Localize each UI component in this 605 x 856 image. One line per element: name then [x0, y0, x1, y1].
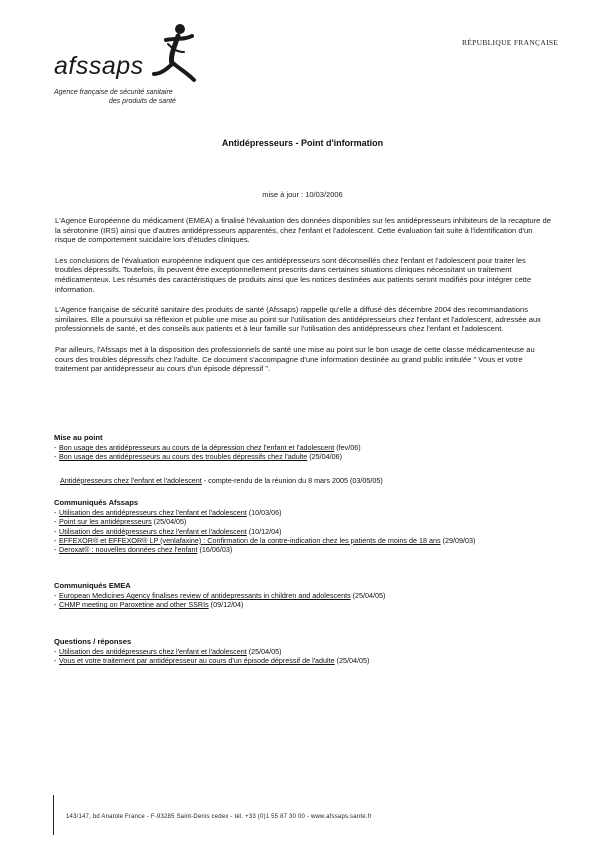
- link-list: [54, 508, 574, 554]
- link-list: [54, 443, 574, 461]
- link-date: (25/04/05): [350, 591, 386, 601]
- list-item: - European Medicines Agency finalises review of antidepressants in children and adolescents (25/04/05): [54, 591, 386, 601]
- section-heading: Communiqués EMEA: [54, 581, 131, 590]
- section-communiques-emea: [54, 581, 574, 610]
- paragraph: Les conclusions de l'évaluation européenne indiquent que ces antidépresseurs sont déconseillés chez l'enfant et l'adolescent pour traiter les troubles dépressifs. Toutefois, ils peuvent être exceptionnellement prescrits dans certaines situations cliniques nécessitant un traitement médicamenteux. Les résumés des caractéristiques de produits ainsi que les notices destinées aux patients seront modifiés pour intégrer cette information.: [55, 255, 532, 294]
- link-date: (16/06/03): [197, 545, 233, 555]
- republique-francaise-label: RÉPUBLIQUE FRANÇAISE: [462, 38, 559, 47]
- document-link[interactable]: CHMP meeting on Paroxetine and other SSRIs: [59, 600, 209, 610]
- list-item: [54, 476, 574, 485]
- document-link[interactable]: Utilisation des antidépresseurs chez l'enfant et l'adolescent: [59, 508, 247, 518]
- link-date: (10/12/04): [246, 526, 282, 536]
- afssaps-logo: [52, 22, 212, 112]
- document-link[interactable]: Vous et votre traitement par antidépresseur au cours d'un épisode dépressif de l'adulte: [59, 656, 335, 666]
- list-item: - Utilisation des antidépresseurs chez l'enfant et l'adolescent (25/04/05): [54, 647, 282, 657]
- link-date: (fev/06): [334, 443, 361, 453]
- section-questions-reponses: [54, 637, 574, 666]
- link-date: (25/04/05): [246, 647, 282, 657]
- document-link[interactable]: European Medicines Agency finalises review of antidepressants in children and adolescents: [59, 591, 351, 601]
- list-item: - Utilisation des antidépresseurs chez l'enfant et l'adolescent (10/12/04): [54, 526, 282, 536]
- document-link[interactable]: Utilisation des antidépresseurs chez l'enfant et l'adolescent: [59, 647, 247, 657]
- section-mise-au-point: [54, 433, 574, 485]
- section-communiques-afssaps: [54, 498, 574, 554]
- list-item: - Bon usage des antidépresseurs au cours des troubles dépressifs chez l'adulte (25/04/06): [54, 452, 343, 462]
- logo-subtitle-line2: des produits de santé: [109, 98, 176, 105]
- section-heading: Mise au point: [54, 433, 103, 442]
- section-heading: Communiqués Afssaps: [54, 498, 139, 507]
- logo-subtitle: [54, 88, 176, 106]
- link-date: (25/04/05): [151, 517, 187, 527]
- document-link[interactable]: Bon usage des antidépresseurs au cours de la dépression chez l'enfant et l'adolescent: [59, 443, 335, 453]
- document-link[interactable]: EFFEXOR® et EFFEXOR® LP (venlafaxine) : Confirmation de la contre-indication chez les patients de moins de 18 ans: [59, 535, 441, 545]
- list-item: - Utilisation des antidépresseurs chez l'enfant et l'adolescent (10/03/06): [54, 508, 282, 518]
- section-heading: Questions / réponses: [54, 637, 132, 646]
- list-item: - Vous et votre traitement par antidépresseur au cours d'un épisode dépressif de l'adulte (25/04/05): [54, 656, 370, 666]
- link-date: (25/04/06): [307, 452, 343, 462]
- document-link[interactable]: Point sur les antidépresseurs: [59, 517, 152, 527]
- list-item: - Point sur les antidépresseurs (25/04/05): [54, 517, 187, 527]
- logo-wordmark: afssaps: [54, 52, 144, 80]
- document-link[interactable]: Bon usage des antidépresseurs au cours des troubles dépressifs chez l'adulte: [59, 452, 308, 462]
- footer-divider: [53, 795, 54, 835]
- running-figure-icon: [148, 22, 198, 84]
- link-list: [54, 647, 574, 665]
- link-date: (29/09/03): [440, 535, 476, 545]
- document-link[interactable]: Utilisation des antidépresseurs chez l'enfant et l'adolescent: [59, 526, 247, 536]
- link-date: - compte-rendu de la réunion du 8 mars 2005 (03/05/05): [201, 475, 383, 485]
- intro-body: [55, 216, 553, 385]
- paragraph: Par ailleurs, l'Afssaps met à la disposition des professionnels de santé une mise au point sur le bon usage de cette classe médicamenteuse au cours des troubles dépressifs chez l'adulte. Ce document s'accompagne d'une information destinée au grand public intitulée " Vous et votre traitement par antidépresseur au cours d'un épisode dépressif ".: [55, 344, 535, 374]
- update-date: mise à jour : 10/03/2006: [262, 190, 343, 199]
- document-link[interactable]: Deroxat® : nouvelles données chez l'enfant: [59, 545, 198, 555]
- footer-address: 143/147, bd Anatole France - F-93285 Saint-Denis cedex - tél. +33 (0)1 55 87 30 00 - www.afssaps.sante.fr: [66, 814, 372, 820]
- list-item: - Deroxat® : nouvelles données chez l'enfant (16/06/03): [54, 545, 233, 555]
- paragraph: L'Agence française de sécurité sanitaire des produits de santé (Afssaps) rappelle qu'elle a diffusé dès décembre 2004 des recommandations similaires. Elle a poursuivi sa réflexion et publie une mise au point sur l'utilisation des antidépresseurs chez l'enfant et l'adolescent, adressée aux professionnels de santé, et des conseils aux patients et à leur famille sur l'utilisation des antidépresseurs chez l'enfant et l'adolescent.: [55, 305, 541, 334]
- logo-subtitle-line1: Agence française de sécurité sanitaire: [54, 89, 173, 96]
- list-item: - CHMP meeting on Paroxetine and other SSRIs (09/12/04): [54, 600, 244, 610]
- link-date: (10/03/06): [246, 508, 282, 518]
- link-date: (25/04/05): [334, 656, 370, 666]
- paragraph: L'Agence Européenne du médicament (EMEA) a finalisé l'évaluation des données disponibles sur les antidépresseurs inhibiteurs de la recapture de la sérotonine (IRS) ainsi que d'autres antidépresseurs apparentés, chez l'enfant et l'adolescent. Cette évaluation fait suite à l'identification d'un risque de comportement suicidaire lors d'études cliniques.: [55, 216, 551, 245]
- document-link[interactable]: Antidépresseurs chez l'enfant et l'adolescent: [60, 475, 202, 485]
- list-item: - Bon usage des antidépresseurs au cours de la dépression chez l'enfant et l'adolescent (fev/06): [54, 443, 361, 453]
- page-title: Antidépresseurs - Point d'information: [221, 138, 384, 148]
- list-item: - EFFEXOR® et EFFEXOR® LP (venlafaxine) : Confirmation de la contre-indication chez les patients de moins de 18 ans (29/09/03): [54, 535, 476, 545]
- link-date: (09/12/04): [208, 600, 244, 610]
- link-list: [54, 591, 574, 609]
